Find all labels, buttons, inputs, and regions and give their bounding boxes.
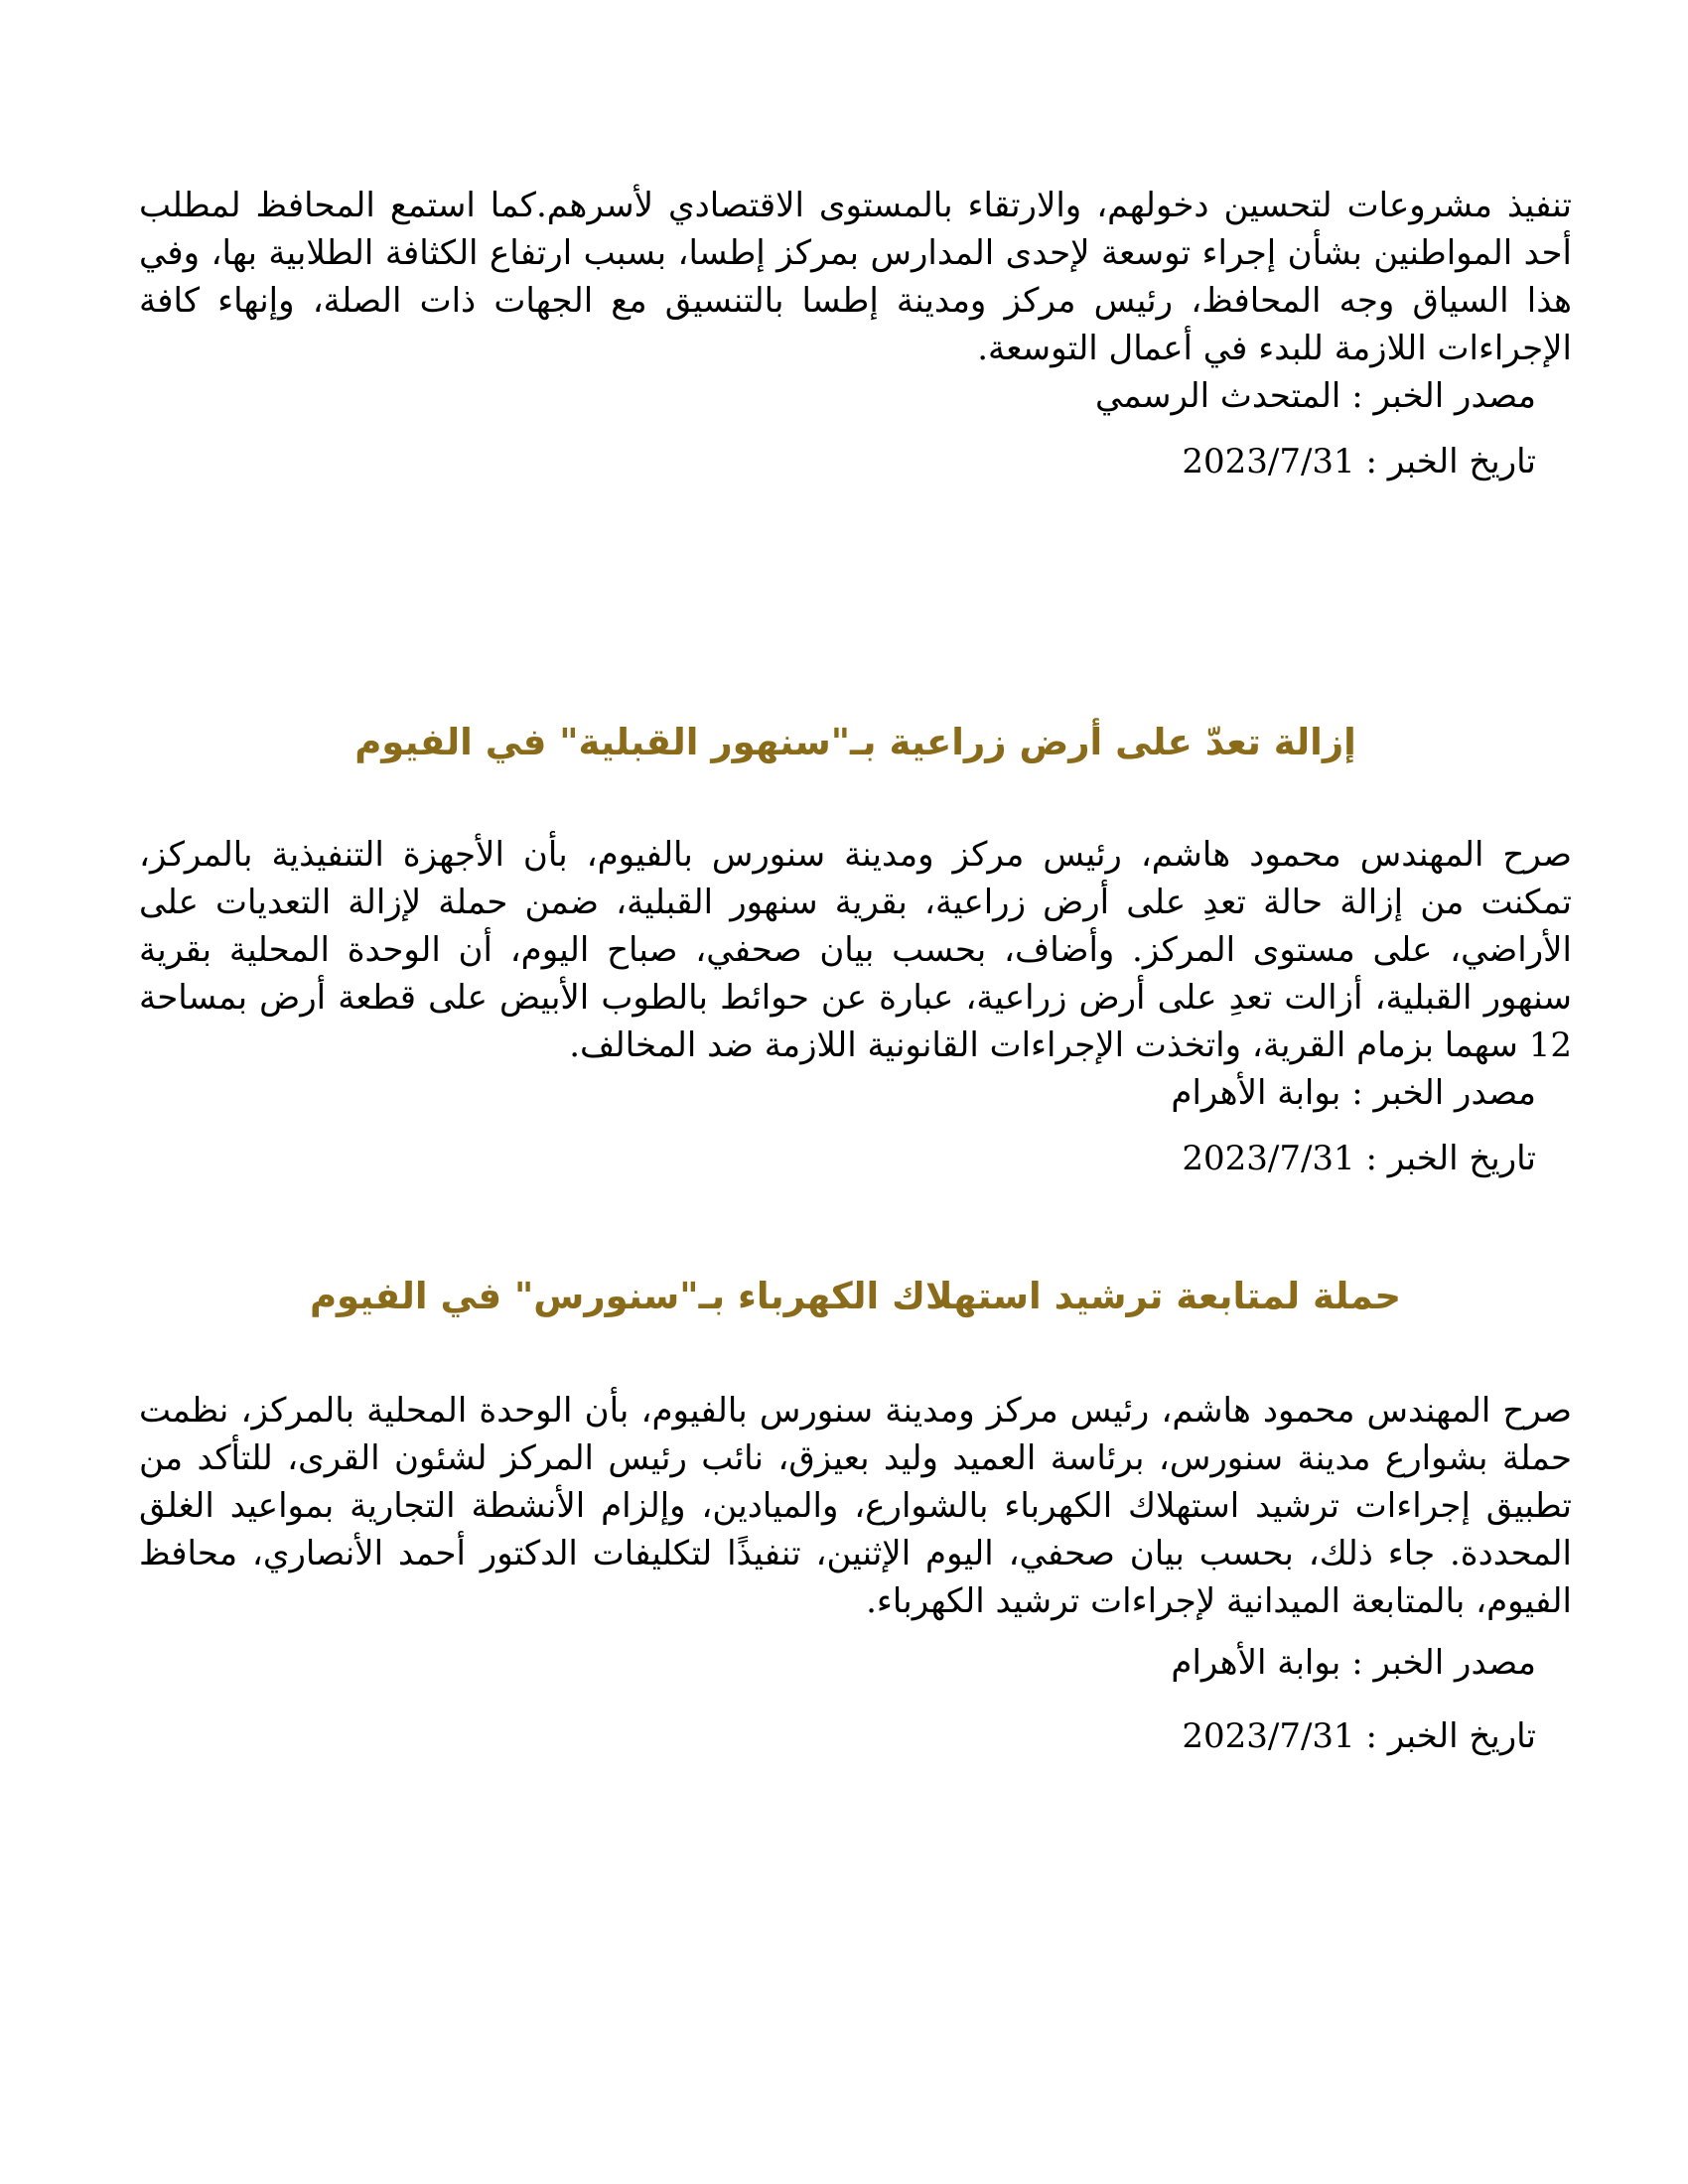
article-2-heading: إزالة تعدّ على أرض زراعية بـ"سنهور القبلية" في الفيوم [354, 720, 1356, 763]
article-block-3 [139, 1268, 1572, 1760]
article-block-2 [139, 714, 1572, 1182]
article-1-source-line: مصدر الخبر : المتحدث الرسمي [1095, 376, 1536, 416]
article-1-body: تنفيذ مشروعات لتحسين دخولهم، والارتقاء بالمستوى الاقتصادي لأسرهم.كما استمع المحافظ لمطلب أحد المواطنين بشأن إجراء توسعة لإحدى المدارس بمركز إطسا، بسبب ارتفاع الكثافة الطلابية بها، وفي هذا السياق وجه المحافظ، رئيس مركز ومدينة إطسا بالتنسيق مع الجهات ذات الصلة، وإنهاء كافة الإجراءات اللازمة للبدء في أعمال التوسعة. [139, 186, 1572, 368]
article-3-date-line: تاريخ الخبر : 2023/7/31 [1182, 1716, 1536, 1756]
article-2-source-line: مصدر الخبر : بوابة الأهرام [1171, 1073, 1536, 1113]
article-3-body: صرح المهندس محمود هاشم، رئيس مركز ومدينة سنورس بالفيوم، بأن الوحدة المحلية بالمركز، نظمت حملة بشوارع مدينة سنورس، برئاسة العميد وليد بعيزق، نائب رئيس المركز لشئون القرى، للتأكد من تطبيق إجراءات ترشيد استهلاك الكهرباء بالشوارع، والميادين، وإلزام الأنشطة التجارية بمواعيد الغلق المحددة. جاء ذلك، بحسب بيان صحفي، اليوم الإثنين، تنفيذًا لتكليفات الدكتور أحمد الأنصاري، محافظ الفيوم، بالمتابعة الميدانية لإجراءات ترشيد الكهرباء. [139, 1391, 1572, 1621]
article-2-date-line: تاريخ الخبر : 2023/7/31 [1182, 1139, 1536, 1178]
article-3-heading: حملة لمتابعة ترشيد استهلاك الكهرباء بـ"سنورس" في الفيوم [309, 1274, 1402, 1317]
article-block-1 [139, 182, 1572, 485]
article-3-source-line: مصدر الخبر : بوابة الأهرام [1171, 1643, 1536, 1683]
article-2-body: صرح المهندس محمود هاشم، رئيس مركز ومدينة سنورس بالفيوم، بأن الأجهزة التنفيذية بالمركز، تمكنت من إزالة حالة تعدِ على أرض زراعية، بقرية سنهور القبلية، ضمن حملة لإزالة التعديات على الأراضي، على مستوى المركز. وأضاف، بحسب بيان صحفي، صباح اليوم، أن الوحدة المحلية بقرية سنهور القبلية، أزالت تعدِ على أرض زراعية، عبارة عن حوائط بالطوب الأبيض على قطعة أرض بمساحة 12 سهما بزمام القرية، واتخذت الإجراءات القانونية اللازمة ضد المخالف. [139, 835, 1572, 1065]
document-content [139, 0, 1572, 1760]
article-1-date-line: تاريخ الخبر : 2023/7/31 [1182, 442, 1536, 481]
